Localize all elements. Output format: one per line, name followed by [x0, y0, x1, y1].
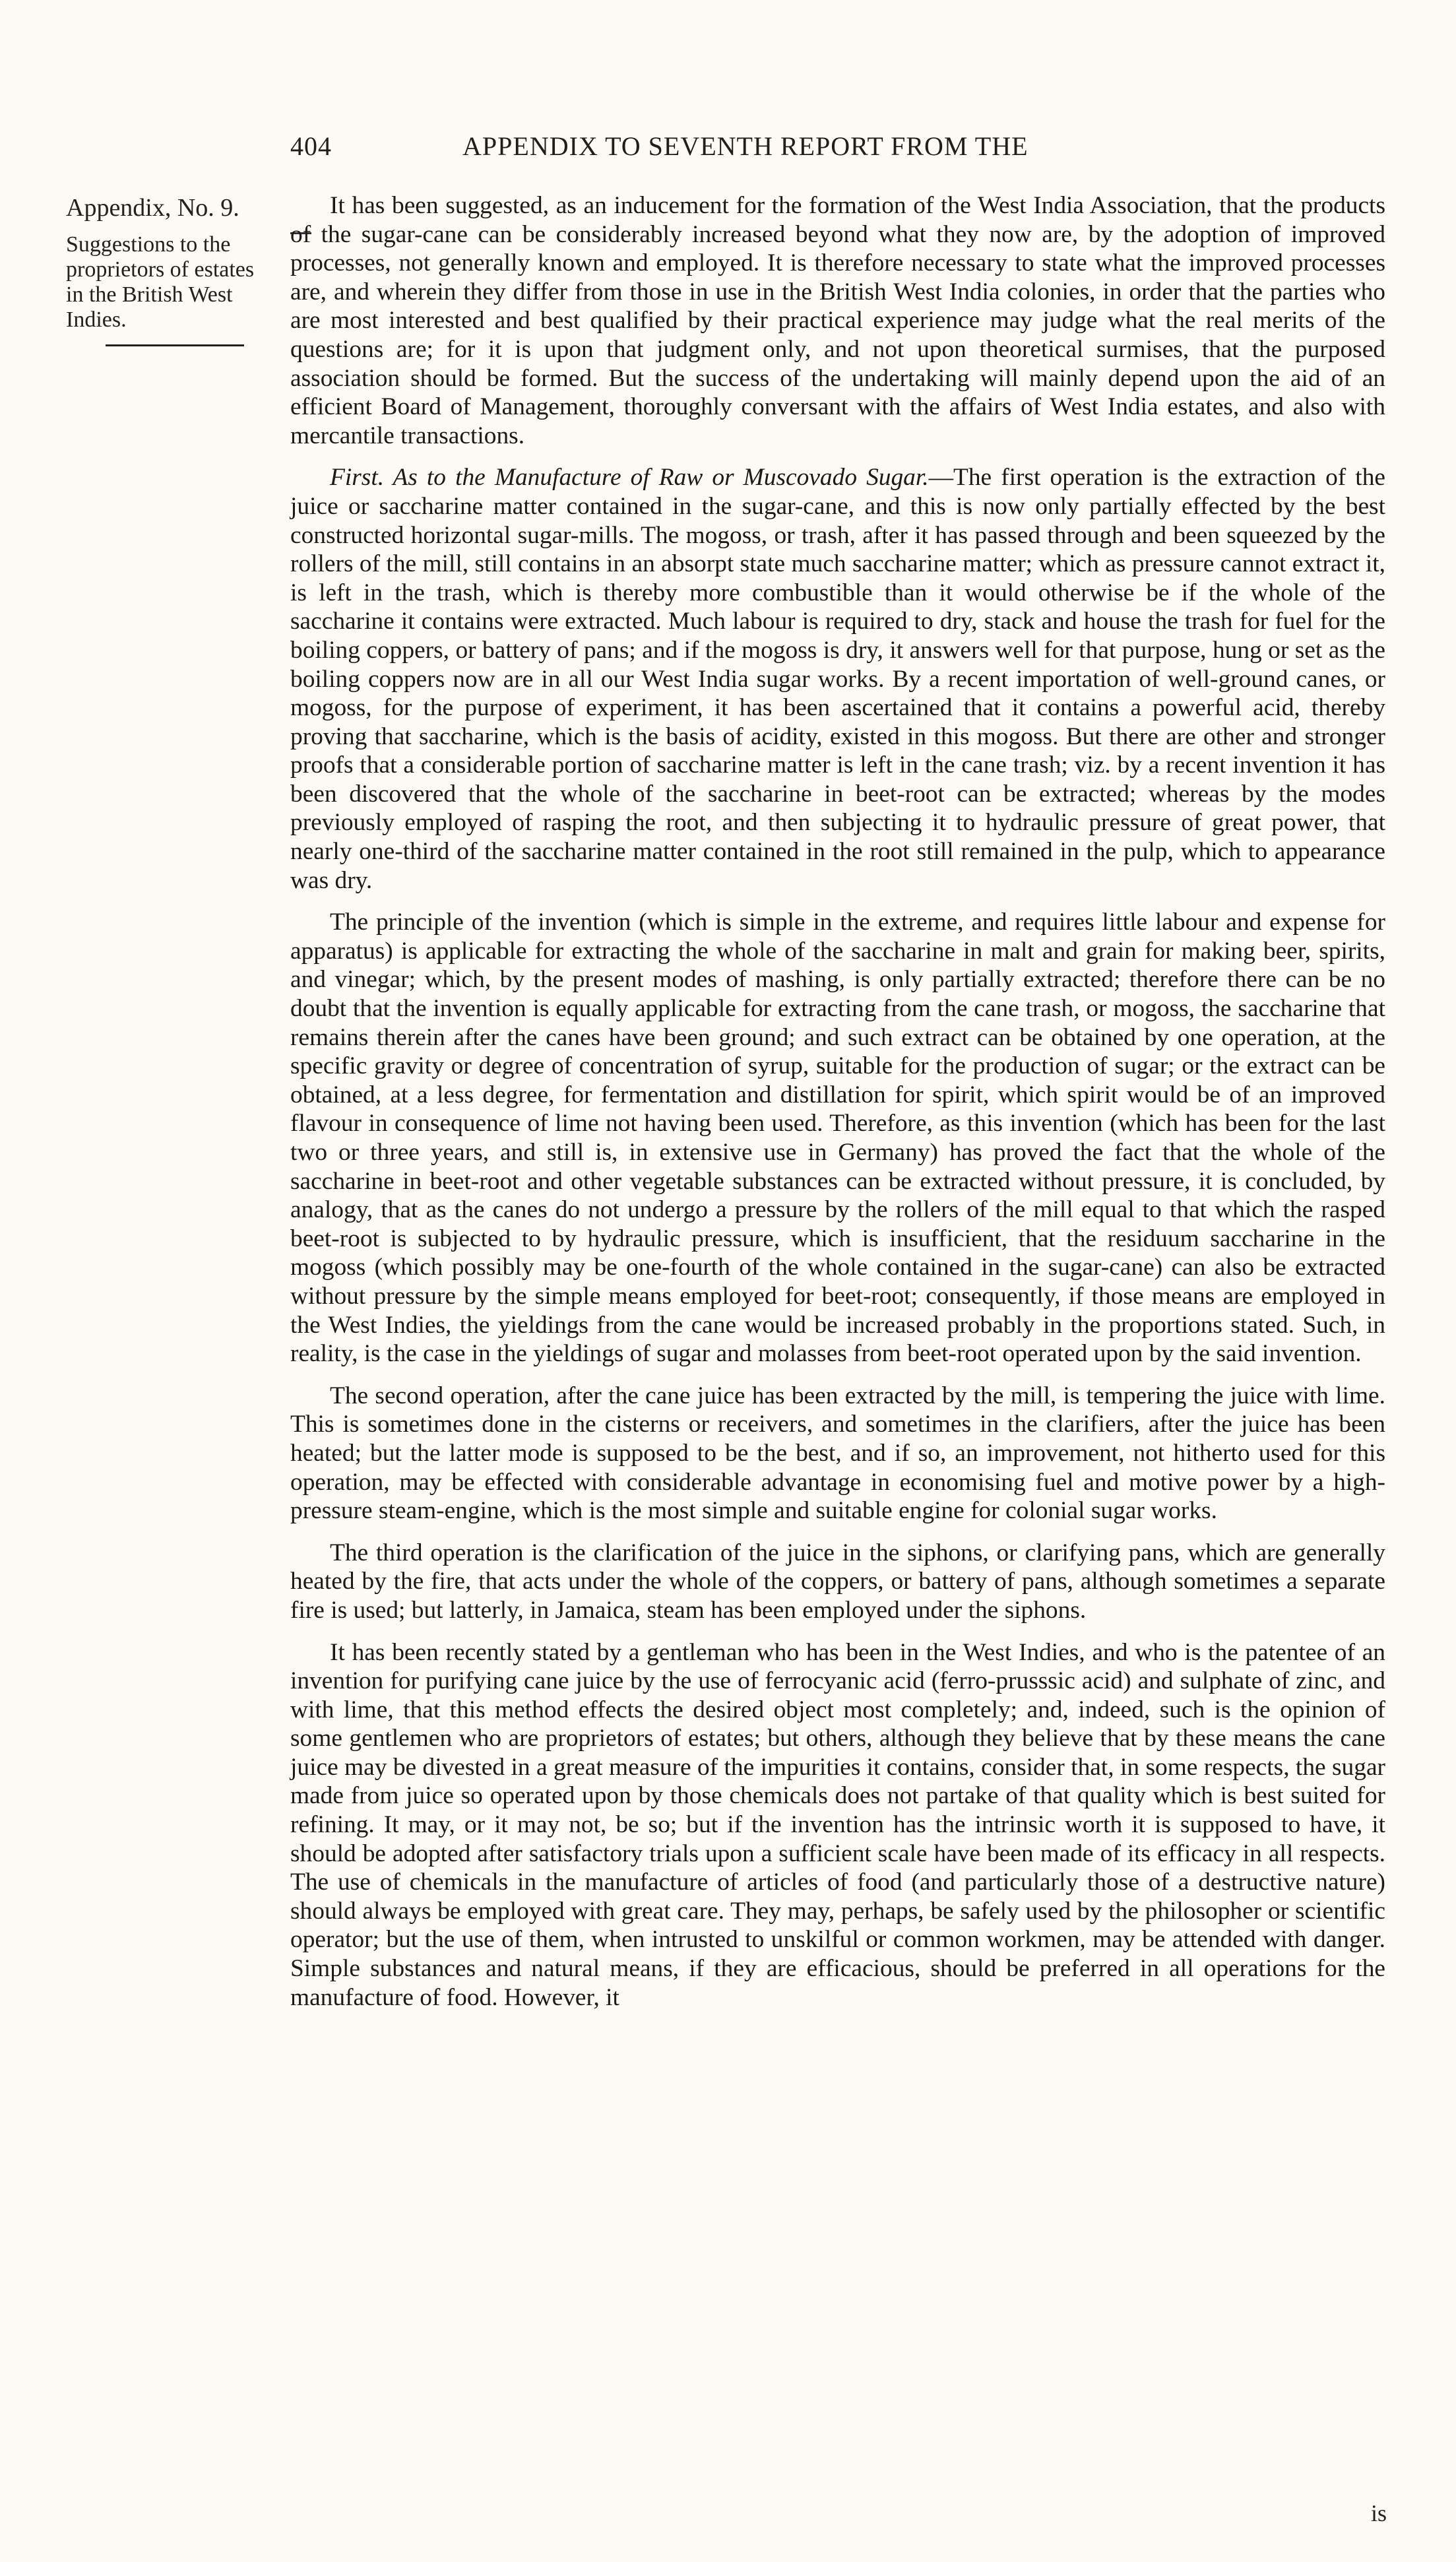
- body-text: [290, 191, 1385, 2025]
- paragraph: The principle of the invention (which is simple in the extreme, and requires little labour and expense for apparatus) is applicable for extracting the whole of the saccharine in malt and grain for making beer, spirits, and vinegar; which, by the present modes of mashing, is only partially extracted; therefore there can be no doubt that the invention is equally applicable for extracting from the cane trash, or mogoss, the saccharine that remains therein after the canes have been ground; and such extract can be obtained by one operation, at the specific gravity or degree of concentration of syrup, suitable for the production of sugar; or the extract can be obtained, at a less degree, for fermentation and distillation for spirit, which spirit would be of an improved flavour in consequence of lime not having been used. Therefore, as this invention (which has been for the last two or three years, and still is, in extensive use in Germany) has proved the fact that the whole of the saccharine in beet-root and other vegetable substances can be extracted without pressure, it is concluded, by analogy, that as the canes do not undergo a pressure by the rollers of the mill equal to that which the rasped beet-root is subjected to by hydraulic pressure, which is insufficient, that the residuum saccharine in the mogoss (which possibly may be one-fourth of the whole contained in the sugar-cane) can also be extracted without pressure by the simple means employed for beet-root; consequently, if those means are employed in the West Indies, the yieldings from the cane would be increased probably in the proportions stated. Such, in reality, is the case in the yieldings of sugar and molasses from beet-root operated upon by the said invention.: [290, 909, 1385, 1368]
- page-header: [290, 131, 1412, 162]
- catchword: is: [1370, 2500, 1387, 2526]
- paragraph: The second operation, after the cane juice has been extracted by the mill, is tempering the juice with lime. This is sometimes done in the cisterns or receivers, and sometimes in the clarifiers, after the juice has been heated; but the latter mode is supposed to be the best, and if so, an improvement, not hitherto used for this operation, may be effected with considerable advantage in economising fuel and motive power by a high-pressure steam-engine, which is the most simple and suitable engine for colonial sugar works.: [290, 1382, 1385, 1525]
- margin-note-text: Suggestions to the proprietors of estates in the British West Indies.: [66, 232, 255, 332]
- paragraph: It has been recently stated by a gentleman who has been in the West Indies, and who is the patentee of an invention for purifying cane juice by the use of ferrocyanic acid (ferro-prusssic acid) and sulphate of zinc, and with lime, that this method effects the desired object most completely; and, indeed, such is the opinion of some gentlemen who are proprietors of estates; but others, although they believe that by these means the cane juice may be divested in a great measure of the impurities it contains, consider that, in some respects, the sugar made from juice so operated upon by those chemicals does not partake of that quality which is best suited for refining. It may, or it may not, be so; but if the invention has the intrinsic worth it is supposed to have, it should be adopted after satisfactory trials upon a sufficient scale have been made of its efficacy in all respects. The use of chemicals in the manufacture of articles of food (and particularly those of a destructive nature) should always be employed with great care. They may, perhaps, be safely used by the philosopher or scientific operator; but the use of them, when intrusted to unskilful or common workmen, may be attended with danger. Simple substances and natural means, if they are efficacious, should be preferred in all operations for the manufacture of food. However, it: [290, 1638, 1385, 2011]
- paragraph: It has been suggested, as an inducement for the formation of the West India Association, that the products of the sugar-cane can be considerably increased beyond what they now are, by the adoption of improved processes, not generally known and employed. It is therefore necessary to state what the improved processes are, and wherein they differ from those in use in the British West India colonies, in order that the parties who are most interested and best qualified by their practical experience may judge what the real merits of the questions are; for it is upon that judgment only, and not upon theoretical surmises, that the purposed association should be formed. But the success of the undertaking will mainly depend upon the aid of an efficient Board of Management, thoroughly conversant with the affairs of West India estates, and also with mercantile transactions.: [290, 192, 1385, 449]
- page-number: 404: [290, 131, 332, 161]
- paragraph: The third operation is the clarification of the juice in the siphons, or clarifying pans, which are generally heated by the fire, that acts under the whole of the coppers, or battery of pans, although sometimes a separate fire is used; but latterly, in Jamaica, steam has been employed under the siphons.: [290, 1539, 1385, 1624]
- margin-rule: [106, 344, 244, 346]
- paragraph: First. As to the Manufacture of Raw or Muscovado Sugar.—The first operation is the extraction of the juice or saccharine matter contained in the sugar-cane, and this is now only partially effected by the best constructed horizontal sugar-mills. The mogoss, or trash, after it has passed through and been squeezed by the rollers of the mill, still contains in an absorpt state much saccharine matter; which as pressure cannot extract it, is left in the trash, which is thereby more combustible than it would otherwise be if the whole of the saccharine it contains were extracted. Much labour is required to dry, stack and house the trash for fuel for the boiling coppers, or battery of pans; and if the mogoss is dry, it answers well for that purpose, hung or set as the boiling coppers now are in all our West India sugar works. By a recent importation of well-ground canes, or mogoss, for the purpose of experiment, it has been ascertained that it contains a powerful acid, thereby proving that saccharine, which is the basis of acidity, existed in this mogoss. But there are other and stronger proofs that a considerable portion of saccharine matter is left in the cane trash; viz. by a recent invention it has been discovered that the whole of the saccharine in beet-root can be extracted; whereas by the modes previously employed of rasping the root, and then subjecting it to hydraulic pressure of great power, that nearly one-third of the saccharine matter contained in the root still remained in the pulp, which to appearance was dry.: [290, 464, 1385, 894]
- paragraph-heading: First. As to the Manufacture of Raw or Muscovado Sugar.: [330, 464, 929, 492]
- running-title: APPENDIX TO SEVENTH REPORT FROM THE: [462, 131, 1029, 161]
- appendix-label: Appendix, No. 9.: [66, 194, 239, 222]
- margin-note: [66, 195, 277, 346]
